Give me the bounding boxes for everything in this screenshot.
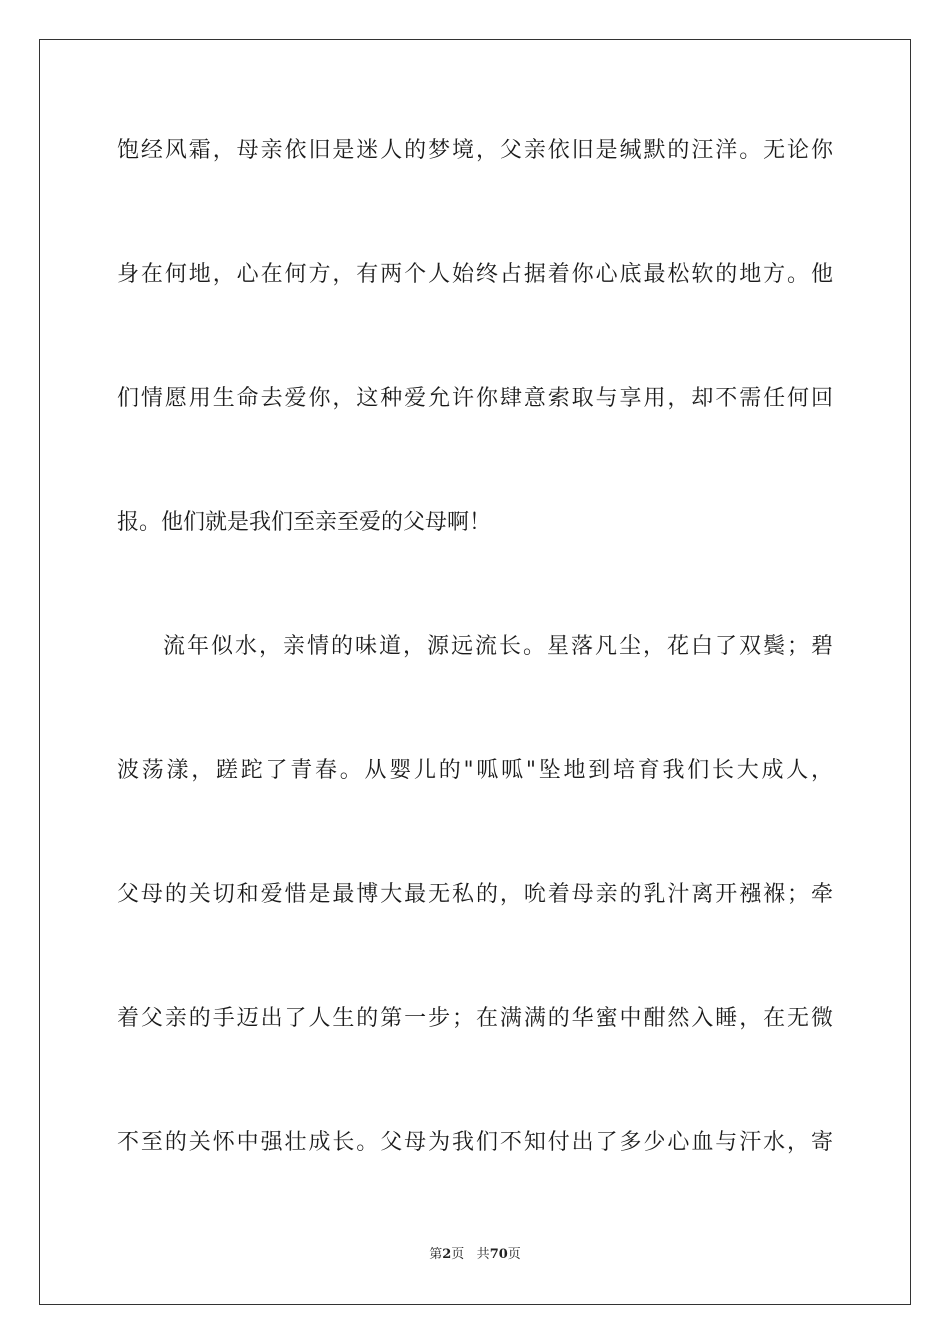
text-line: 着父亲的手迈出了人生的第一步；在满满的华蜜中酣然入睡，在无微 [117, 1006, 833, 1031]
page-border [39, 39, 911, 1305]
paragraph-first-line: 流年似水，亲情的味道，源远流长。星落凡尘，花白了双鬓；碧 [163, 634, 833, 659]
page-suffix: 页 [451, 1247, 465, 1262]
total-pages: 70 [489, 1247, 508, 1262]
total-prefix: 共 [476, 1247, 490, 1262]
text-line: 父母的关切和爱惜是最博大最无私的，吮着母亲的乳汁离开襁褓；牵 [117, 882, 833, 907]
page-number: 2 [442, 1247, 452, 1262]
text-line: 们情愿用生命去爱你，这种爱允许你肆意索取与享用，却不需任何回 [117, 386, 833, 411]
text-line: 报。他们就是我们至亲至爱的父母啊！ [117, 510, 492, 535]
text-line: 饱经风霜，母亲依旧是迷人的梦境，父亲依旧是缄默的汪洋。无论你 [117, 138, 833, 163]
page-footer [0, 1246, 950, 1264]
total-suffix: 页 [507, 1247, 521, 1262]
text-line: 身在何地，心在何方，有两个人始终占据着你心底最松软的地方。他 [117, 262, 833, 287]
text-line: 波荡漾，蹉跎了青春。从婴儿的"呱呱"坠地到培育我们长大成人， [117, 758, 833, 783]
page-prefix: 第 [429, 1247, 443, 1262]
text-line: 不至的关怀中强壮成长。父母为我们不知付出了多少心血与汗水，寄 [117, 1130, 833, 1155]
